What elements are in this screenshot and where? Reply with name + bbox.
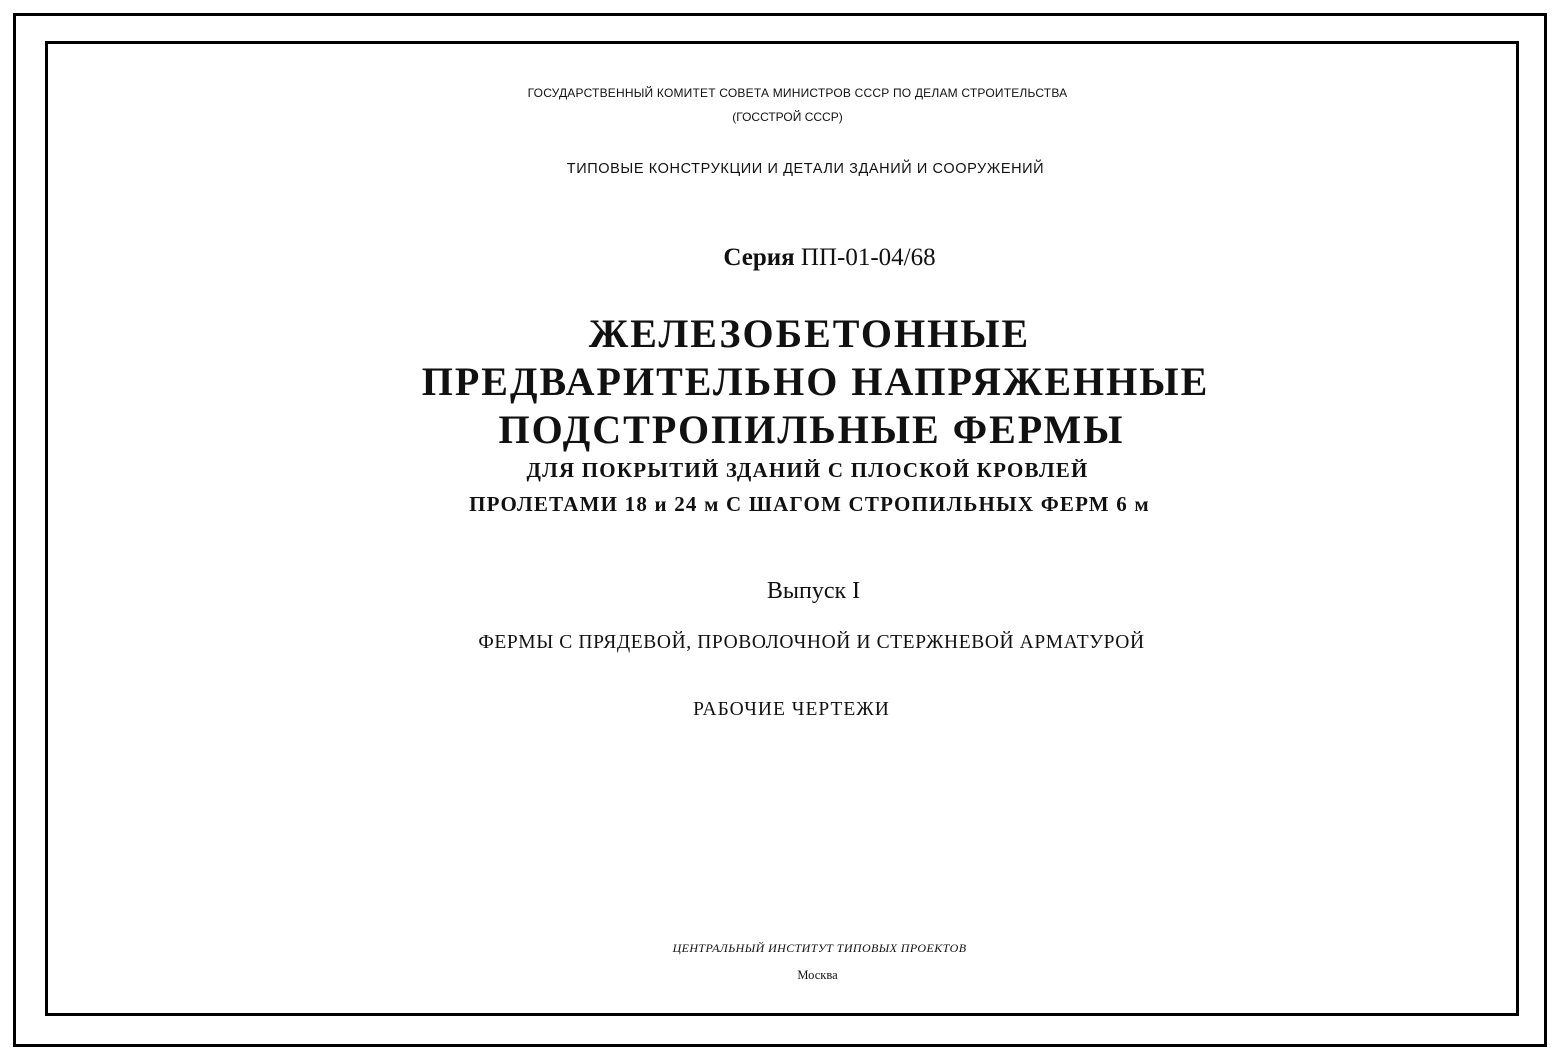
series-line [46, 244, 1567, 272]
city-name: Москва [797, 968, 838, 982]
subtitle-line-1: ДЛЯ ПОКРЫТИЙ ЗДАНИЙ С ПЛОСКОЙ КРОВЛЕЙ [526, 458, 1089, 482]
institute-name: ЦЕНТРАЛЬНЫЙ ИНСТИТУТ ТИПОВЫХ ПРОЕКТОВ [672, 941, 967, 955]
trusses-description: ФЕРМЫ С ПРЯДЕВОЙ, ПРОВОЛОЧНОЙ И СТЕРЖНЕВОЙ АРМАТУРОЙ [478, 632, 1145, 653]
committee-name: ГОСУДАРСТВЕННЫЙ КОМИТЕТ СОВЕТА МИНИСТРОВ СССР ПО ДЕЛАМ СТРОИТЕЛЬСТВА [527, 86, 1068, 100]
subtitle-line-2: ПРОЛЕТАМИ 18 и 24 м С ШАГОМ СТРОПИЛЬНЫХ ФЕРМ 6 м [469, 492, 1150, 516]
series-label: Серия [723, 244, 795, 271]
title-line-3: ПОДСТРОПИЛЬНЫЕ ФЕРМЫ [498, 407, 1125, 452]
title-line-1: ЖЕЛЕЗОБЕТОННЫЕ [588, 311, 1031, 356]
title-line-2: ПРЕДВАРИТЕЛЬНО НАПРЯЖЕННЫЕ [421, 359, 1210, 404]
issue-number: Выпуск I [766, 578, 861, 604]
typical-constructions-heading: ТИПОВЫЕ КОНСТРУКЦИИ И ДЕТАЛИ ЗДАНИЙ И СООРУЖЕНИЙ [566, 161, 1045, 177]
series-number: ПП-01-04/68 [800, 244, 936, 271]
inner-frame [45, 41, 1519, 1016]
committee-abbreviation: (ГОССТРОЙ СССР) [732, 110, 843, 124]
working-drawings-label: РАБОЧИЕ ЧЕРТЕЖИ [693, 699, 890, 720]
